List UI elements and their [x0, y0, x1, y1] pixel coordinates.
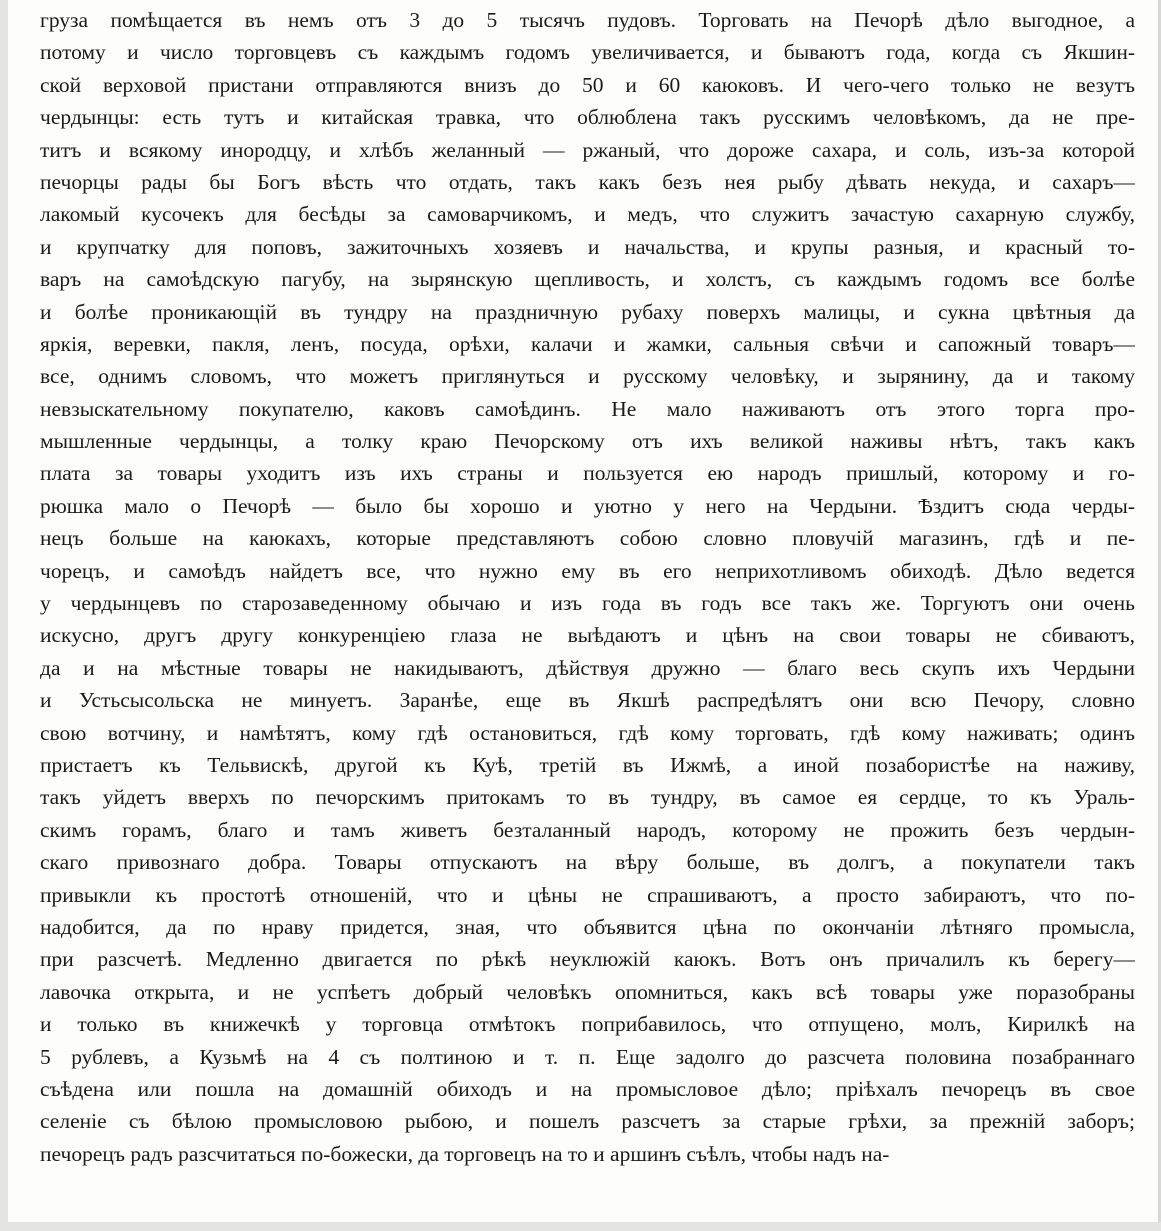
text-line: титъ и всякому инородцу, и хлѣбъ желанный — ржаный, что дороже сахара, и соль, изъ-за которой: [40, 137, 1135, 162]
text-line: потому и число торговцевъ съ каждымъ годомъ увеличивается, и бываютъ года, когда съ Якшин-: [40, 40, 1135, 65]
text-line: лакомый кусочекъ для бесѣды за самоварчикомъ, и медъ, что служитъ зачастую сахарную службу,: [40, 202, 1135, 227]
text-line: селеніе съ бѣлою промысловою рыбою, и пошелъ разсчетъ за старые грѣхи, за прежній заборъ;: [40, 1109, 1135, 1134]
text-line: рюшка мало о Печорѣ — было бы хорошо и уютно у него на Чердыни. Ѣздитъ сюда черды-: [40, 493, 1135, 518]
text-line: печорцы рады бы Богъ вѣсть что отдать, такъ какъ безъ нея рыбу дѣвать некуда, и сахаръ—: [40, 169, 1135, 194]
text-line: пристаетъ къ Тельвискѣ, другой къ Куѣ, третій въ Ижмѣ, а иной позабористѣе на наживу,: [40, 752, 1135, 777]
text-line: такъ уйдетъ вверхъ по печорскимъ притокамъ то въ тундру, въ самое ея сердце, то къ Ураль-: [40, 785, 1135, 810]
text-line: и болѣе проникающій въ тундру на праздничную рубаху поверхъ малицы, и сукна цвѣтныя да: [40, 299, 1135, 324]
text-line: нецъ больше на каюкахъ, которые представляютъ собою словно пловучій магазинъ, гдѣ и пе-: [40, 526, 1135, 551]
text-line: невзыскательному покупателю, каковъ самоѣдинъ. Не мало наживаютъ отъ этого торга про-: [40, 396, 1135, 421]
text-line: яркія, веревки, пакля, ленъ, посуда, орѣхи, калачи и жамки, сальныя свѣчи и сапожный товаръ—: [40, 331, 1135, 356]
text-line: печорецъ радъ разсчитаться по-божески, да торговецъ на то и аршинъ съѣлъ, чтобы надъ на-: [40, 1141, 890, 1166]
text-line: плата за товары уходитъ изъ ихъ страны и пользуется ею народъ пришлый, которому и го-: [40, 461, 1135, 486]
text-line: варъ на самоѣдскую пагубу, на зырянскую щепливость, и холстъ, съ каждымъ годомъ все болѣе: [40, 267, 1135, 292]
text-line: скимъ горамъ, благо и тамъ живетъ безталанный народъ, которому не прожить безъ чердын-: [40, 817, 1135, 842]
text-line: и только въ книжечкѣ у торговца отмѣтокъ поприбавилось, что отпущено, молъ, Кирилкѣ на: [40, 1012, 1135, 1037]
text-line: у чердынцевъ по старозаведенному обычаю и изъ года въ годъ все такъ же. Торгуютъ они очень: [40, 591, 1135, 616]
page-left-border: [0, 0, 8, 1222]
text-line: 5 рублевъ, а Кузьмѣ на 4 съ полтиною и т. п. Еще задолго до разсчета половина позабраннаго: [40, 1044, 1135, 1069]
text-line: и крупчатку для поповъ, зажиточныхъ хозяевъ и начальства, и крупы разныя, и красный то-: [40, 234, 1135, 259]
text-line: мышленные чердынцы, а толку краю Печорскому отъ ихъ великой наживы нѣтъ, такъ какъ: [40, 429, 1135, 454]
text-line: при разсчетѣ. Медленно двигается по рѣкѣ неуклюжій каюкъ. Вотъ онъ причалилъ къ берегу—: [40, 947, 1135, 972]
text-line: привыкли къ простотѣ отношеній, что и цѣны не спрашиваютъ, а просто забираютъ, что по-: [40, 882, 1135, 907]
text-line: да и на мѣстные товары не накидываютъ, дѣйствуя дружно — благо весь скупъ ихъ Чердыни: [40, 655, 1135, 680]
text-line: надобится, да по нраву придется, зная, что объявится цѣна по окончаніи лѣтняго промысла,: [40, 914, 1135, 939]
page-bottom-border: [0, 1222, 1161, 1231]
body-text: [40, 4, 1135, 1170]
text-line: чердынцы: есть тутъ и китайская травка, что облюблена такъ русскимъ человѣкомъ, да не пре-: [40, 105, 1135, 130]
text-line: искусно, другъ другу конкуренціею глаза не выѣдаютъ и цѣнъ на свои товары не сбиваютъ,: [40, 623, 1135, 648]
text-line: скаго привознаго добра. Товары отпускаютъ на вѣру больше, въ долгъ, а покупатели такъ: [40, 850, 1135, 875]
text-line: съѣдена или пошла на домашній обиходъ и на промысловое дѣло; пріѣхалъ печорецъ въ свое: [40, 1076, 1135, 1101]
text-line: и Устьсысольска не минуетъ. Заранѣе, еще въ Якшѣ распредѣлятъ они всю Печору, словно: [40, 688, 1135, 713]
text-line: ской верховой пристани отправляются внизъ до 50 и 60 каюковъ. И чего-чего только не везутъ: [40, 72, 1135, 97]
text-line: все, однимъ словомъ, что можетъ приглянуться и русскому человѣку, и зырянину, да и такому: [40, 364, 1135, 389]
text-line: груза помѣщается въ немъ отъ 3 до 5 тысячъ пудовъ. Торговать на Печорѣ дѣло выгодное, а: [40, 8, 1135, 32]
text-line: лавочка открыта, и не успѣетъ добрый человѣкъ опомниться, какъ всѣ товары уже поразобраны: [40, 979, 1135, 1004]
text-line: чорецъ, и самоѣдъ найдетъ все, что нужно ему въ его неприхотливомъ обиходѣ. Дѣло ведется: [40, 558, 1135, 583]
text-line: свою вотчину, и намѣтятъ, кому гдѣ остановиться, гдѣ кому торговать, гдѣ кому наживать; одинъ: [40, 720, 1135, 745]
